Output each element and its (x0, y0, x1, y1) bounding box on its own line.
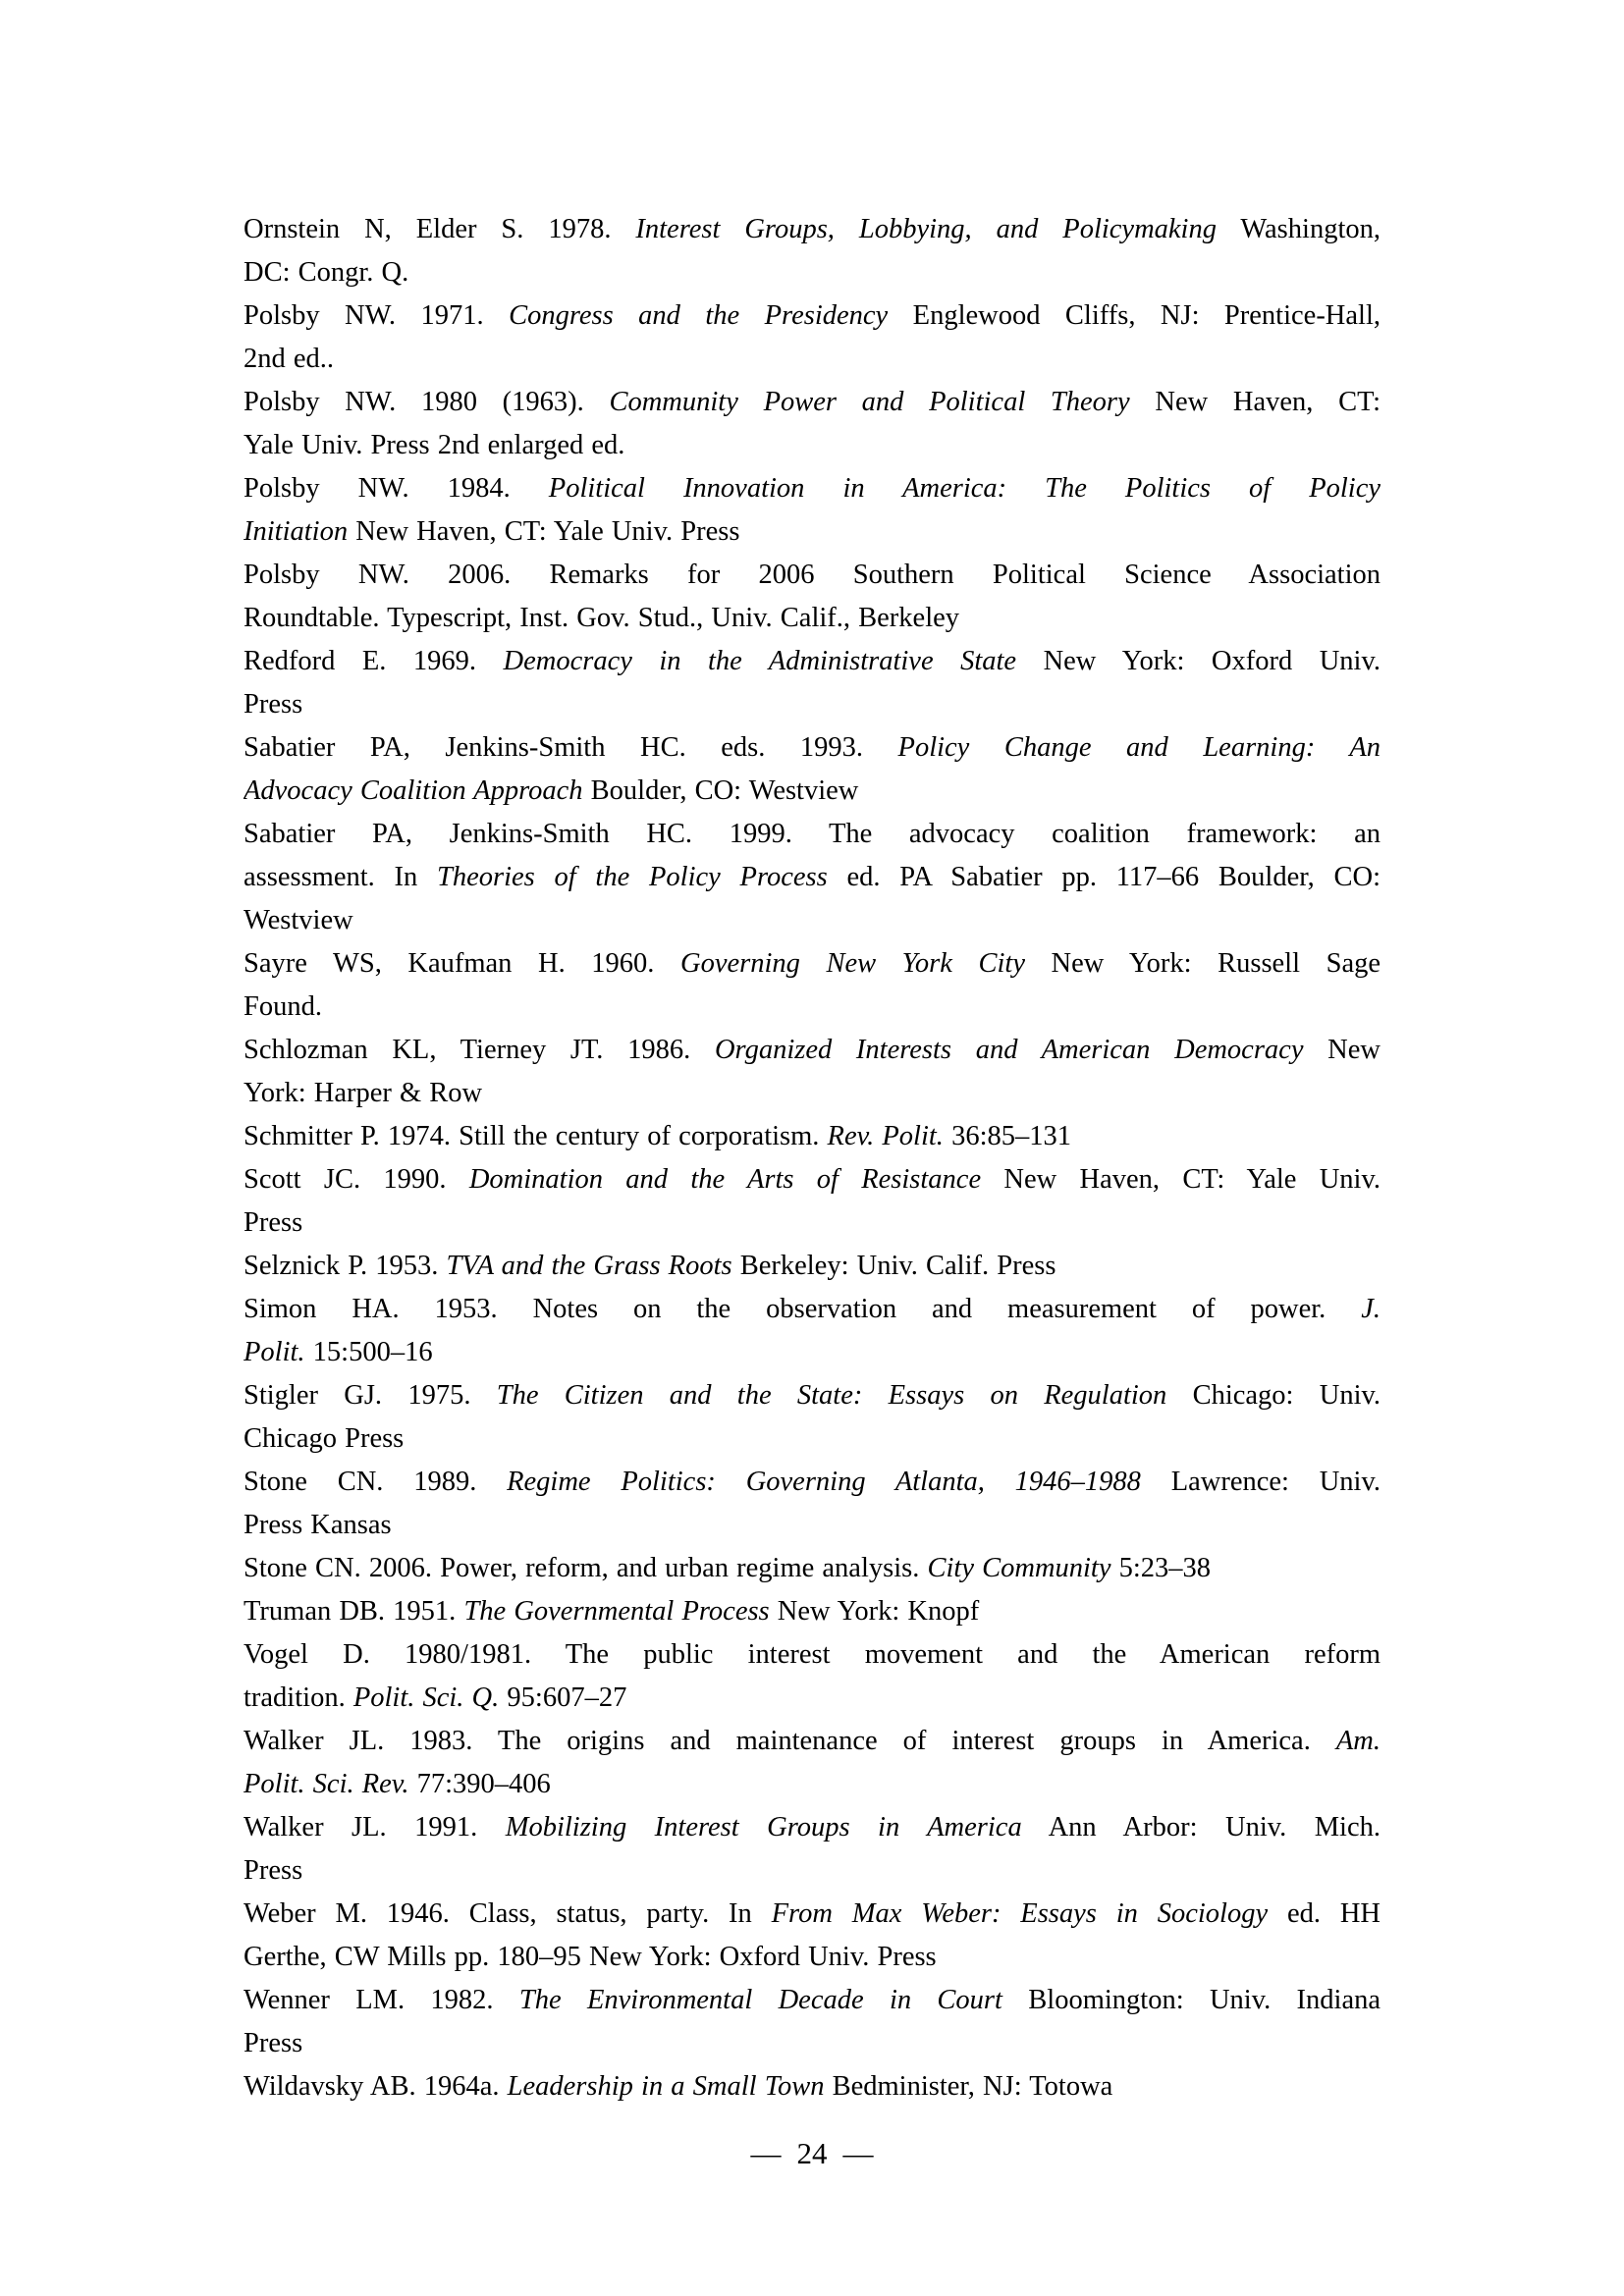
reference-entry (244, 1288, 1380, 1374)
reference-line (244, 1893, 1380, 1936)
ref-text: Gerthe, CW Mills pp. 180–95 New York: Oxford Univ. Press (244, 1942, 937, 1972)
reference-line (244, 1936, 1380, 1979)
reference-entry (244, 381, 1380, 467)
ref-text: Schlozman KL, Tierney JT. 1986. (244, 1035, 715, 1065)
references-list (244, 208, 1380, 2109)
ref-text: Ornstein N, Elder S. 1978. (244, 214, 636, 244)
ref-text-italic: TVA and the Grass Roots (446, 1251, 732, 1281)
ref-text: Simon HA. 1953. Notes on the observation and measurement of power. (244, 1294, 1362, 1324)
ref-text: Wildavsky AB. 1964a. (244, 2071, 508, 2102)
ref-text: Press (244, 2028, 303, 2058)
ref-text: Chicago: Univ. (1166, 1380, 1380, 1411)
reference-entry (244, 640, 1380, 726)
ref-text-italic: Advocacy Coalition Approach (244, 775, 583, 806)
ref-text: Yale Univ. Press 2nd enlarged ed. (244, 430, 625, 460)
ref-text: New (1303, 1035, 1380, 1065)
ref-text-italic: Congress and the Presidency (509, 300, 889, 331)
reference-line (244, 813, 1380, 856)
reference-line (244, 986, 1380, 1029)
ref-text: Polsby NW. 1971. (244, 300, 510, 331)
reference-entry (244, 1461, 1380, 1547)
reference-entry (244, 1590, 1380, 1633)
ref-text: 36:85–131 (943, 1121, 1071, 1151)
ref-text-italic: Policy Change and Learning: An (897, 732, 1380, 763)
reference-line (244, 1547, 1380, 1590)
ref-text-italic: The Citizen and the State: Essays on Regulation (496, 1380, 1167, 1411)
ref-text-italic: Am. (1335, 1726, 1380, 1756)
reference-entry (244, 1115, 1380, 1158)
reference-line (244, 1763, 1380, 1806)
reference-entry (244, 1806, 1380, 1893)
reference-entry (244, 554, 1380, 640)
reference-line (244, 2022, 1380, 2065)
ref-text: tradition. (244, 1682, 353, 1713)
ref-text-italic: Community Power and Political Theory (609, 387, 1130, 417)
reference-line (244, 1417, 1380, 1461)
reference-entry (244, 1029, 1380, 1115)
reference-line (244, 338, 1380, 381)
ref-text: Washington, (1216, 214, 1380, 244)
ref-text: Polsby NW. 1980 (1963). (244, 387, 610, 417)
reference-entry (244, 1720, 1380, 1806)
ref-text: Westview (244, 905, 353, 935)
reference-line (244, 424, 1380, 467)
ref-text: Walker JL. 1991. (244, 1812, 506, 1842)
reference-line (244, 1288, 1380, 1331)
ref-text: ed. HH (1268, 1898, 1380, 1929)
ref-text: DC: Congr. Q. (244, 257, 409, 288)
ref-text: Berkeley: Univ. Calif. Press (731, 1251, 1056, 1281)
ref-text: New York: Knopf (769, 1596, 980, 1627)
reference-line (244, 251, 1380, 294)
reference-line (244, 1806, 1380, 1849)
reference-line (244, 294, 1380, 338)
ref-text: Redford E. 1969. (244, 646, 504, 676)
ref-text: ed. PA Sabatier pp. 117–66 Boulder, CO: (827, 862, 1380, 892)
reference-entry (244, 1979, 1380, 2065)
ref-text: York: Harper & Row (244, 1078, 483, 1108)
ref-text-italic: Democracy in the Administrative State (503, 646, 1017, 676)
ref-text: Stigler GJ. 1975. (244, 1380, 497, 1411)
reference-line (244, 1504, 1380, 1547)
ref-text-italic: Organized Interests and American Democracy (714, 1035, 1304, 1065)
ref-text: Bedminister, NJ: Totowa (824, 2071, 1113, 2102)
reference-line (244, 1590, 1380, 1633)
reference-line (244, 1979, 1380, 2022)
reference-line (244, 1331, 1380, 1374)
reference-line (244, 208, 1380, 251)
reference-entry (244, 2065, 1380, 2109)
reference-line (244, 381, 1380, 424)
reference-entry (244, 813, 1380, 942)
ref-text: Stone CN. 1989. (244, 1467, 508, 1497)
ref-text-italic: Polit. (244, 1337, 305, 1367)
ref-text-italic: J. (1361, 1294, 1380, 1324)
ref-text: Ann Arbor: Univ. Mich. (1021, 1812, 1380, 1842)
ref-text: assessment. In (244, 862, 438, 892)
ref-text: Found. (244, 991, 322, 1022)
reference-line (244, 1849, 1380, 1893)
ref-text: Roundtable. Typescript, Inst. Gov. Stud., Univ. Calif., Berkeley (244, 603, 960, 633)
ref-text: New Haven, CT: (1129, 387, 1380, 417)
reference-line (244, 856, 1380, 899)
reference-entry (244, 1374, 1380, 1461)
page-number: 24 (796, 2136, 828, 2170)
reference-line (244, 510, 1380, 554)
reference-line (244, 1633, 1380, 1677)
reference-entry (244, 208, 1380, 294)
ref-text: Scott JC. 1990. (244, 1164, 469, 1195)
page-footer (0, 2132, 1624, 2175)
reference-line (244, 899, 1380, 942)
reference-line (244, 597, 1380, 640)
ref-text-italic: Initiation (244, 516, 349, 547)
reference-line (244, 2065, 1380, 2109)
ref-text: Lawrence: Univ. (1140, 1467, 1380, 1497)
ref-text: Truman DB. 1951. (244, 1596, 464, 1627)
ref-text-italic: Political Innovation in America: The Politics of Policy (548, 473, 1380, 504)
ref-text-italic: City Community (927, 1553, 1111, 1583)
reference-line (244, 1677, 1380, 1720)
ref-text: New Haven, CT: Yale Univ. (981, 1164, 1380, 1195)
reference-line (244, 1158, 1380, 1201)
reference-entry (244, 1633, 1380, 1720)
ref-text: Chicago Press (244, 1423, 405, 1454)
reference-entry (244, 1158, 1380, 1245)
reference-line (244, 640, 1380, 683)
ref-text: Wenner LM. 1982. (244, 1985, 519, 2015)
reference-line (244, 1201, 1380, 1245)
ref-text: Schmitter P. 1974. Still the century of corporatism. (244, 1121, 828, 1151)
reference-line (244, 467, 1380, 510)
ref-text: 95:607–27 (499, 1682, 627, 1713)
reference-entry (244, 1245, 1380, 1288)
ref-text-italic: The Environmental Decade in Court (518, 1985, 1002, 2015)
ref-text-italic: Theories of the Policy Process (437, 862, 828, 892)
ref-text-italic: Governing New York City (679, 948, 1025, 979)
footer-dash-right: — (842, 2136, 874, 2170)
reference-line (244, 770, 1380, 813)
ref-text: 2nd ed.. (244, 344, 335, 374)
ref-text: Press (244, 1207, 303, 1238)
reference-line (244, 683, 1380, 726)
ref-text-italic: Mobilizing Interest Groups in America (505, 1812, 1022, 1842)
ref-text-italic: Domination and the Arts of Resistance (468, 1164, 982, 1195)
reference-entry (244, 467, 1380, 554)
ref-text: 77:390–406 (408, 1769, 551, 1799)
ref-text-italic: Rev. Polit. (827, 1121, 944, 1151)
reference-line (244, 726, 1380, 770)
ref-text: Sabatier PA, Jenkins-Smith HC. eds. 1993. (244, 732, 898, 763)
ref-text: Weber M. 1946. Class, status, party. In (244, 1898, 772, 1929)
reference-line (244, 942, 1380, 986)
ref-text: Selznick P. 1953. (244, 1251, 447, 1281)
ref-text-italic: Interest Groups, Lobbying, and Policymaking (635, 214, 1217, 244)
ref-text: New York: Oxford Univ. (1016, 646, 1380, 676)
ref-text: 5:23–38 (1110, 1553, 1212, 1583)
ref-text: Press (244, 689, 303, 720)
reference-line (244, 1461, 1380, 1504)
ref-text: New Haven, CT: Yale Univ. Press (348, 516, 740, 547)
ref-text: Press (244, 1855, 303, 1886)
reference-entry (244, 942, 1380, 1029)
ref-text-italic: Polit. Sci. Rev. (244, 1769, 409, 1799)
ref-text: Vogel D. 1980/1981. The public interest movement and the American reform (244, 1639, 1380, 1670)
ref-text-italic: Regime Politics: Governing Atlanta, 1946–1988 (507, 1467, 1141, 1497)
ref-text: Sayre WS, Kaufman H. 1960. (244, 948, 680, 979)
ref-text: 15:500–16 (304, 1337, 433, 1367)
ref-text: Stone CN. 2006. Power, reform, and urban regime analysis. (244, 1553, 928, 1583)
reference-line (244, 1115, 1380, 1158)
ref-text: Englewood Cliffs, NJ: Prentice-Hall, (888, 300, 1380, 331)
ref-text-italic: The Governmental Process (463, 1596, 770, 1627)
reference-entry (244, 294, 1380, 381)
ref-text: Sabatier PA, Jenkins-Smith HC. 1999. The advocacy coalition framework: an (244, 819, 1380, 849)
ref-text: Polsby NW. 2006. Remarks for 2006 Southern Political Science Association (244, 560, 1380, 590)
ref-text: Press Kansas (244, 1510, 392, 1540)
reference-line (244, 1374, 1380, 1417)
reference-line (244, 1720, 1380, 1763)
ref-text-italic: Leadership in a Small Town (507, 2071, 825, 2102)
ref-text: Polsby NW. 1984. (244, 473, 549, 504)
ref-text: Boulder, CO: Westview (582, 775, 859, 806)
ref-text-italic: From Max Weber: Essays in Sociology (771, 1898, 1269, 1929)
ref-text: Bloomington: Univ. Indiana (1001, 1985, 1380, 2015)
reference-line (244, 1029, 1380, 1072)
reference-line (244, 1072, 1380, 1115)
reference-entry (244, 1547, 1380, 1590)
reference-line (244, 1245, 1380, 1288)
reference-line (244, 554, 1380, 597)
reference-entry (244, 1893, 1380, 1979)
ref-text: Walker JL. 1983. The origins and maintenance of interest groups in America. (244, 1726, 1336, 1756)
footer-dash-left: — (750, 2136, 782, 2170)
ref-text: New York: Russell Sage (1024, 948, 1380, 979)
reference-entry (244, 726, 1380, 813)
ref-text-italic: Polit. Sci. Q. (352, 1682, 500, 1713)
